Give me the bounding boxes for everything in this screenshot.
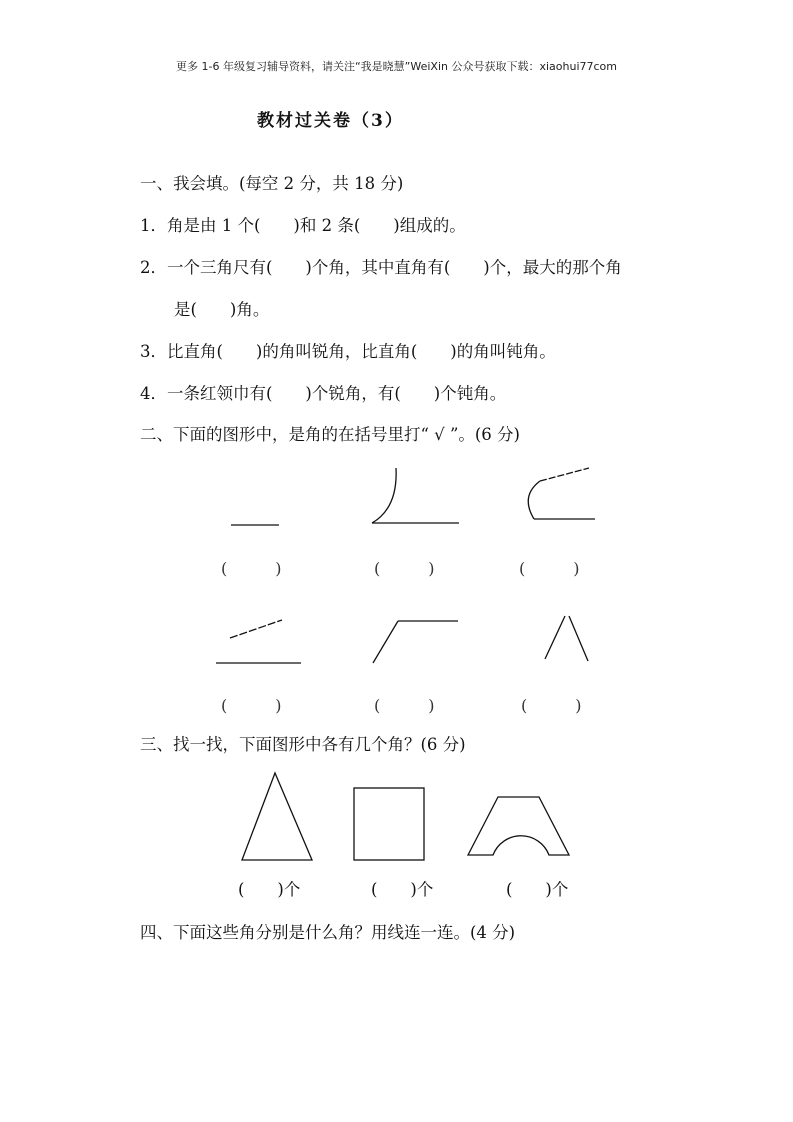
question-2-line2: 是( )角。 (174, 300, 270, 319)
figure-square (354, 788, 424, 860)
figure-arch (468, 797, 569, 855)
question-2-line1: 2．一个三角尺有( )个角，其中直角有( )个，最大的那个角 (140, 258, 622, 277)
figure-triangle (242, 773, 312, 860)
page-header: 更多 1-6 年级复习辅导资料，请关注“我是晓慧”WeiXin 公众号获取下载：xiaohui77com (176, 60, 617, 73)
answer-paren-4[interactable]: ( ) (221, 696, 282, 715)
figure-obtuse-angle (373, 621, 458, 663)
angle-count-arch[interactable]: ( )个 (506, 880, 569, 899)
figure-open-acute (545, 616, 588, 661)
section1-heading: 一、我会填。(每空 2 分，共 18 分) (140, 174, 404, 193)
angle-count-square[interactable]: ( )个 (371, 880, 434, 899)
section3-heading: 三、找一找，下面图形中各有几个角？(6 分) (140, 735, 466, 754)
figure-arc-lines (528, 468, 595, 519)
figure-two-separate-lines (216, 620, 301, 663)
angle-count-triangle[interactable]: ( )个 (238, 880, 301, 899)
figure-curve-and-line (372, 468, 459, 523)
question-3: 3．比直角( )的角叫锐角，比直角( )的角叫钝角。 (140, 342, 556, 361)
answer-paren-6[interactable]: ( ) (521, 696, 582, 715)
answer-paren-2[interactable]: ( ) (374, 559, 435, 578)
section2-heading: 二、下面的图形中，是角的在括号里打“ √ ”。(6 分) (140, 425, 520, 444)
answer-paren-5[interactable]: ( ) (374, 696, 435, 715)
answer-paren-3[interactable]: ( ) (519, 559, 580, 578)
question-4: 4．一条红领巾有( )个锐角，有( )个钝角。 (140, 384, 507, 403)
page-title: 教材过关卷（3） (257, 111, 404, 131)
answer-paren-1[interactable]: ( ) (221, 559, 282, 578)
section4-heading: 四、下面这些角分别是什么角？用线连一连。(4 分) (140, 923, 516, 942)
question-1: 1．角是由 1 个( )和 2 条( )组成的。 (140, 216, 466, 235)
